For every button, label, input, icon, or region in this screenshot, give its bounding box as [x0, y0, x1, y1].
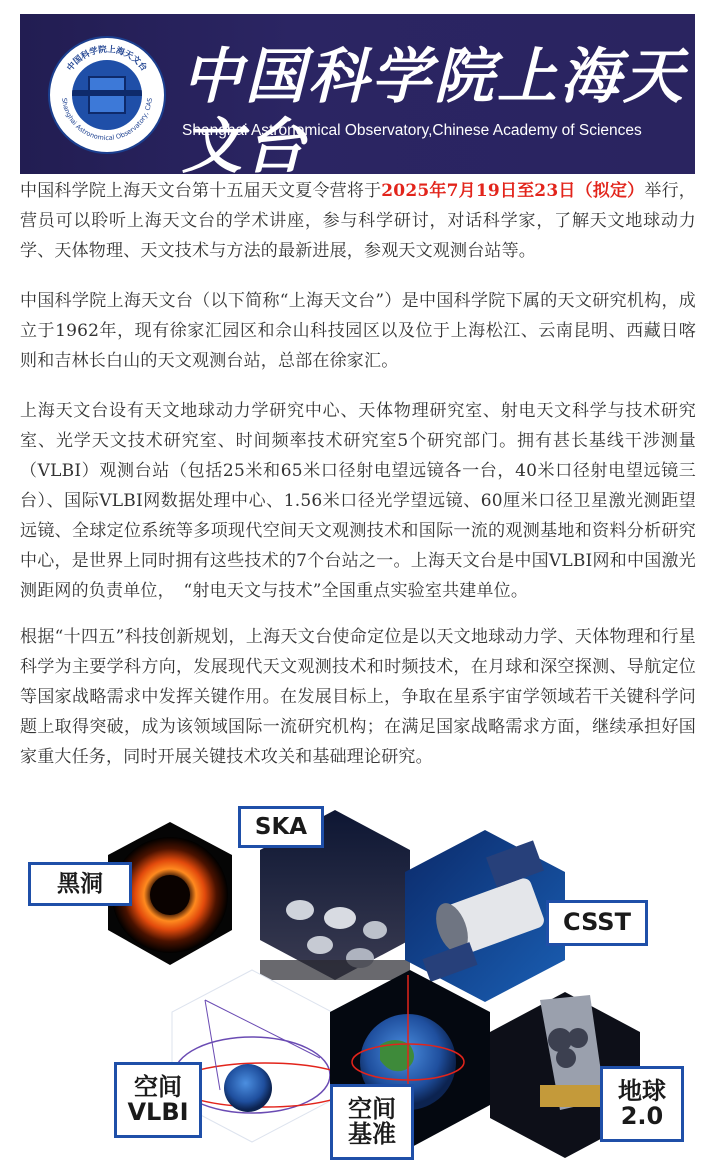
label-space-reference	[330, 1084, 414, 1160]
label-earth2-line2: 2.0	[620, 1102, 664, 1130]
header-banner	[20, 14, 695, 174]
banner-title-en: Shanghai Astronomical Observatory,Chinese Academy of Sciences	[182, 122, 642, 139]
mission-paragraph: 根据“十四五”科技创新规划，上海天文台使命定位是以天文地球动力学、天体物理和行星科学为主要学科方向，发展现代天文观测技术和时频技术，在月球和深空探测、导航定位等国家战略需求中发挥关键作用。在发展目标上，争取在星系宇宙学领域若干关键科学问题上取得突破，成为该领域国际一流研究机构；在满足国家战略需求方面，继续承担好国家重大任务，同时开展关键技术攻关和基础理论研究。	[20, 627, 696, 767]
intro-text-start: 中国科学院上海天文台第十五届天文夏令营将于	[20, 181, 382, 201]
logo-emblem	[72, 60, 142, 130]
departments-paragraph: 上海天文台设有天文地球动力学研究中心、天体物理研究室、射电天文科学与技术研究室、光学天文技术研究室、时间频率技术研究室5个研究部门。拥有甚长基线干涉测量（VLBI）观测台站（包括25米和65米口径射电望远镜各一台，40米口径射电望远镜三台）、国际VLBI网数据处理中心、1.56米口径光学望远镜、60厘米口径卫星激光测距望远镜、全球定位系统等多项现代空间天文观测技术和国际一流的观测基地和资料分析研究中心，是世界上同时拥有这些技术的7个台站之一。上海天文台是中国VLBI网和中国激光测距网的负责单位， “射电天文与技术”全国重点实验室共建单位。	[20, 401, 696, 601]
label-black-hole: 黑洞	[28, 862, 132, 906]
svg-text:中国科学院上海天文台: 中国科学院上海天文台	[65, 44, 149, 74]
label-space-vlbi-line2: VLBI	[127, 1098, 189, 1126]
label-earth2-line1: 地球	[618, 1076, 666, 1105]
label-space-vlbi-line1: 空间	[134, 1072, 182, 1101]
label-space-vlbi	[114, 1062, 202, 1138]
label-space-ref-line2: 基准	[348, 1120, 396, 1148]
intro-paragraph	[20, 176, 696, 266]
observatory-logo	[48, 36, 166, 154]
label-earth2	[600, 1066, 684, 1142]
svg-text:Shanghai Astronomical Observat: Shanghai Astronomical Observatory, CAS	[60, 97, 154, 143]
csst-telescope-image	[405, 830, 565, 1002]
intro-text-end: 举行，营员可以聆听上海天文台的学术讲座，参与科学研讨，对话科学家，了解天文地球动力学、天体物理、天文技术与方法的最新进展，参观天文观测台站等。	[20, 181, 696, 261]
about-paragraph: 中国科学院上海天文台（以下简称“上海天文台”）是中国科学院下属的天文研究机构，成立于1962年，现有徐家汇园区和佘山科技园区以及位于上海松江、云南昆明、西藏日喀则和吉林长白山的天文观测台站，总部在徐家汇。	[20, 291, 696, 371]
label-ska: SKA	[238, 806, 324, 848]
label-space-ref-line1: 空间	[348, 1094, 396, 1123]
camp-date-highlight: 2025年7月19日至23日（拟定）	[381, 181, 645, 201]
label-csst: CSST	[546, 900, 648, 946]
banner-title-cn: 中国科学院上海天文台	[182, 42, 686, 174]
research-collage	[20, 800, 696, 1160]
